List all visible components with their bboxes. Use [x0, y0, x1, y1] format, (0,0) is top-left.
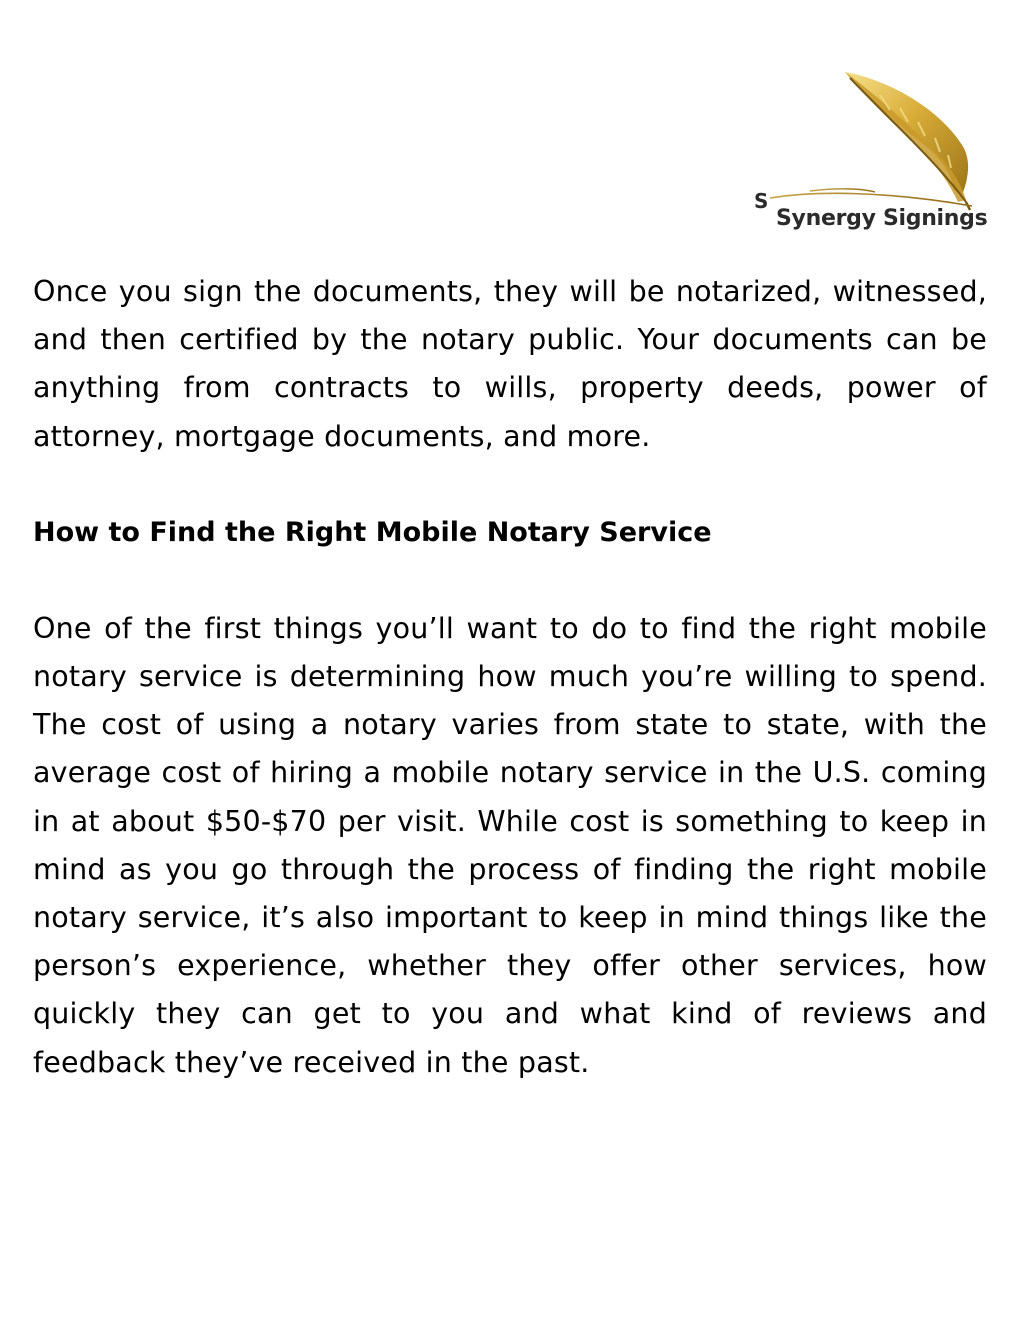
svg-text:S: S — [754, 189, 769, 213]
section-heading: How to Find the Right Mobile Notary Service — [33, 516, 712, 548]
brand-logo — [740, 60, 1010, 250]
paragraph-spacer — [33, 557, 987, 605]
paragraph-spacer — [33, 461, 987, 509]
intro-paragraph: Once you sign the documents, they will be notarized, witnessed, and then certified by the notary public. Your documents can be anything from contracts to wills, property deeds, power of attorney, mortgage documents, and more. — [33, 275, 987, 453]
brand-name: Synergy Signings — [776, 206, 988, 231]
document-body — [33, 268, 987, 1087]
body-paragraph: One of the first things you’ll want to do to find the right mobile notary service is determining how much you’re willing to spend. The cost of using a notary varies from state to state, with the average cost of hiring a mobile notary service in the U.S. coming in at about $50-$70 per visit. While cost is something to keep in mind as you go through the process of finding the right mobile notary service, it’s also important to keep in mind things like the person’s experience, whether they offer other services, how quickly they can get to you and what kind of reviews and feedback they’ve received in the past. — [33, 611, 987, 1079]
